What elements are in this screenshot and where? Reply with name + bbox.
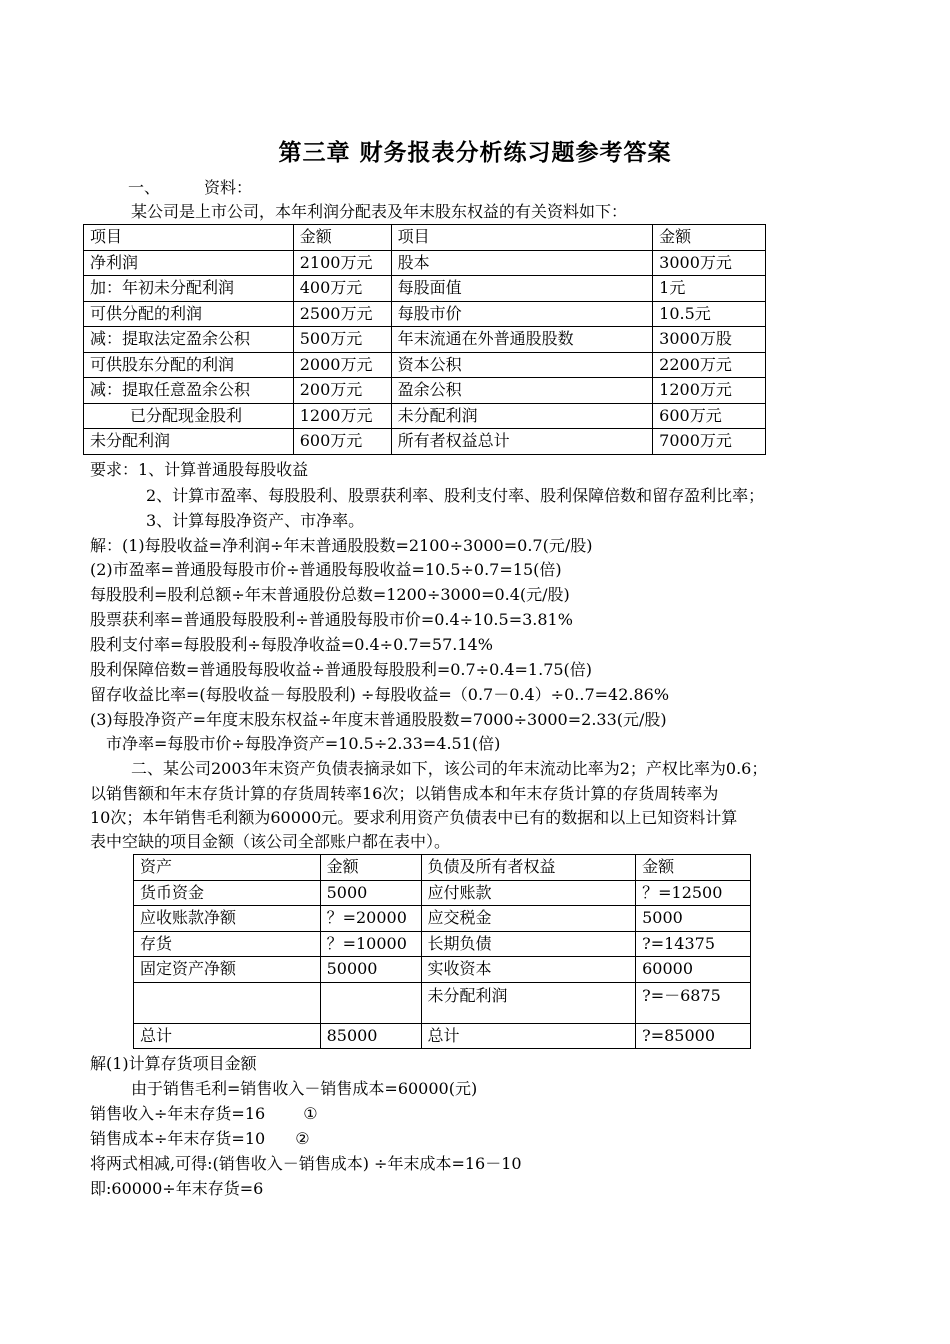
table-cell: 股本 [391, 250, 653, 276]
table-cell: 2000万元 [293, 352, 391, 378]
table-cell: 年末流通在外普通股股数 [391, 327, 653, 353]
table-cell: 资本公积 [391, 352, 653, 378]
balance-sheet-table [133, 854, 751, 1049]
table-cell: 加：年初未分配利润 [84, 276, 294, 302]
table-row [134, 931, 751, 957]
table-cell: ?=14375 [636, 931, 751, 957]
table-cell: 净利润 [84, 250, 294, 276]
table-header-cell: 项目 [391, 225, 653, 251]
table-cell: 1200万元 [293, 403, 391, 429]
table-cell: 85000 [320, 1023, 421, 1049]
table-cell: ？=10000 [320, 931, 421, 957]
solution-line: 股票获利率=普通股每股股利÷普通股每股市价=0.4÷10.5=3.81% [90, 610, 573, 629]
table-cell: 5000 [636, 906, 751, 932]
table-row [134, 906, 751, 932]
table-row [84, 250, 766, 276]
section1-heading [128, 176, 252, 200]
solution-line: 即:60000÷年末存货=6 [90, 1179, 264, 1198]
profit-distribution-table [83, 224, 766, 455]
section2-paragraph-line: 二、某公司2003年末资产负债表摘录如下，该公司的年末流动比率为2；产权比率为0.6； [131, 759, 768, 778]
table-cell: 5000 [320, 880, 421, 906]
table-cell: 500万元 [293, 327, 391, 353]
requirement-line: 2、计算市盈率、每股股利、股票获利率、股利支付率、股利保障倍数和留存盈利比率； [146, 486, 765, 505]
table-cell: 600万元 [293, 429, 391, 455]
equation-marker: ① [303, 1104, 318, 1123]
table-cell: 60000 [636, 957, 751, 983]
table-row [84, 327, 766, 353]
table-row [134, 982, 751, 1023]
table-cell: 200万元 [293, 378, 391, 404]
table-cell: 减：提取法定盈余公积 [84, 327, 294, 353]
table-cell: ？=12500 [636, 880, 751, 906]
page-title: 第三章 财务报表分析练习题参考答案 [278, 140, 672, 166]
table-row [84, 352, 766, 378]
table-cell: 2100万元 [293, 250, 391, 276]
table-cell: 可供股东分配的利润 [84, 352, 294, 378]
table-cell: 应付账款 [421, 880, 636, 906]
solution-line [90, 1127, 310, 1151]
table-cell: ?=85000 [636, 1023, 751, 1049]
section2-paragraph-line: 以销售额和年末存货计算的存货周转率16次；以销售成本和年末存货计算的存货周转率为 [90, 784, 719, 803]
table-cell: 每股市价 [391, 301, 653, 327]
solution-line: 股利支付率=每股股利÷每股净收益=0.4÷0.7=57.14% [90, 635, 493, 654]
table-row [84, 276, 766, 302]
table-cell: 存货 [134, 931, 321, 957]
table-cell: 实收资本 [421, 957, 636, 983]
table-cell: 3000万股 [653, 327, 766, 353]
section1-intro: 某公司是上市公司，本年利润分配表及年末股东权益的有关资料如下： [131, 202, 628, 221]
table-header-cell: 金额 [636, 855, 751, 881]
table-cell: 减：提取任意盈余公积 [84, 378, 294, 404]
table-header-cell: 资产 [134, 855, 321, 881]
table-cell: 应收账款净额 [134, 906, 321, 932]
table-cell: 1200万元 [653, 378, 766, 404]
table-row [84, 429, 766, 455]
solution-line: (2)市盈率=普通股每股市价÷普通股每股收益=10.5÷0.7=15(倍) [90, 560, 562, 579]
section2-paragraph-line: 表中空缺的项目金额（该公司全部账户都在表中）。 [90, 832, 451, 851]
solution-line [90, 1102, 318, 1126]
section1-heading-text: 资料： [204, 178, 253, 197]
table-cell: ？=20000 [320, 906, 421, 932]
table-cell: 7000万元 [653, 429, 766, 455]
table-row [134, 1023, 751, 1049]
solution-line: 解(1)计算存货项目金额 [90, 1054, 257, 1073]
table-cell [134, 982, 321, 1023]
solution-line: 股利保障倍数=普通股每股收益÷普通股每股股利=0.7÷0.4=1.75(倍) [90, 660, 593, 679]
table-cell: 未分配利润 [391, 403, 653, 429]
equation-marker: ② [295, 1129, 310, 1148]
table-header-row [84, 225, 766, 251]
solution-line: 留存收益比率=(每股收益－每股股利) ÷每股收益=（0.7－0.4）÷0..7=42.86% [90, 685, 670, 704]
table-cell: 每股面值 [391, 276, 653, 302]
table-cell: 10.5元 [653, 301, 766, 327]
requirement-line: 要求：1、计算普通股每股收益 [90, 460, 309, 479]
table-cell: 3000万元 [653, 250, 766, 276]
table-cell [320, 982, 421, 1023]
table-cell: 可供分配的利润 [84, 301, 294, 327]
solution-line: 由于销售毛利=销售收入－销售成本=60000(元) [131, 1079, 478, 1098]
table-cell: 应交税金 [421, 906, 636, 932]
equation-text: 销售收入÷年末存货=16 [90, 1104, 266, 1123]
table-row [134, 880, 751, 906]
table-cell: 600万元 [653, 403, 766, 429]
table-cell: 400万元 [293, 276, 391, 302]
table-cell: 已分配现金股利 [84, 403, 294, 429]
table-cell: 2500万元 [293, 301, 391, 327]
table-cell: 1元 [653, 276, 766, 302]
table-cell: 总计 [421, 1023, 636, 1049]
table-header-cell: 金额 [293, 225, 391, 251]
table-header-cell: 负债及所有者权益 [421, 855, 636, 881]
table-cell: 货币资金 [134, 880, 321, 906]
table-row [84, 301, 766, 327]
table-header-row [134, 855, 751, 881]
equation-text: 销售成本÷年末存货=10 [90, 1129, 266, 1148]
table-cell: 总计 [134, 1023, 321, 1049]
solution-line: 将两式相减,可得:(销售收入－销售成本) ÷年末成本=16－10 [90, 1154, 522, 1173]
section1-heading-number: 一、 [128, 178, 161, 197]
section2-paragraph-line: 10次；本年销售毛利额为60000元。要求利用资产负债表中已有的数据和以上已知资料计算 [90, 808, 738, 827]
table-row [84, 378, 766, 404]
solution-line: 市净率=每股市价÷每股净资产=10.5÷2.33=4.51(倍) [106, 734, 501, 753]
table-cell: ?=－6875 [636, 982, 751, 1023]
solution-line: 解：(1)每股收益=净利润÷年末普通股股数=2100÷3000=0.7(元/股) [90, 536, 593, 555]
table-row [134, 957, 751, 983]
table-header-cell: 金额 [653, 225, 766, 251]
table-cell: 未分配利润 [421, 982, 636, 1023]
table-header-cell: 项目 [84, 225, 294, 251]
table-row [84, 403, 766, 429]
solution-line: 每股股利=股利总额÷年末普通股份总数=1200÷3000=0.4(元/股) [90, 585, 570, 604]
table-cell: 未分配利润 [84, 429, 294, 455]
table-cell: 固定资产净额 [134, 957, 321, 983]
solution-line: (3)每股净资产=年度末股东权益÷年度末普通股股数=7000÷3000=2.33(元/股) [90, 710, 667, 729]
table-cell: 50000 [320, 957, 421, 983]
table-cell: 长期负债 [421, 931, 636, 957]
table-cell: 所有者权益总计 [391, 429, 653, 455]
requirement-line: 3、计算每股净资产、市净率。 [146, 511, 365, 530]
table-cell: 2200万元 [653, 352, 766, 378]
table-header-cell: 金额 [320, 855, 421, 881]
table-cell: 盈余公积 [391, 378, 653, 404]
